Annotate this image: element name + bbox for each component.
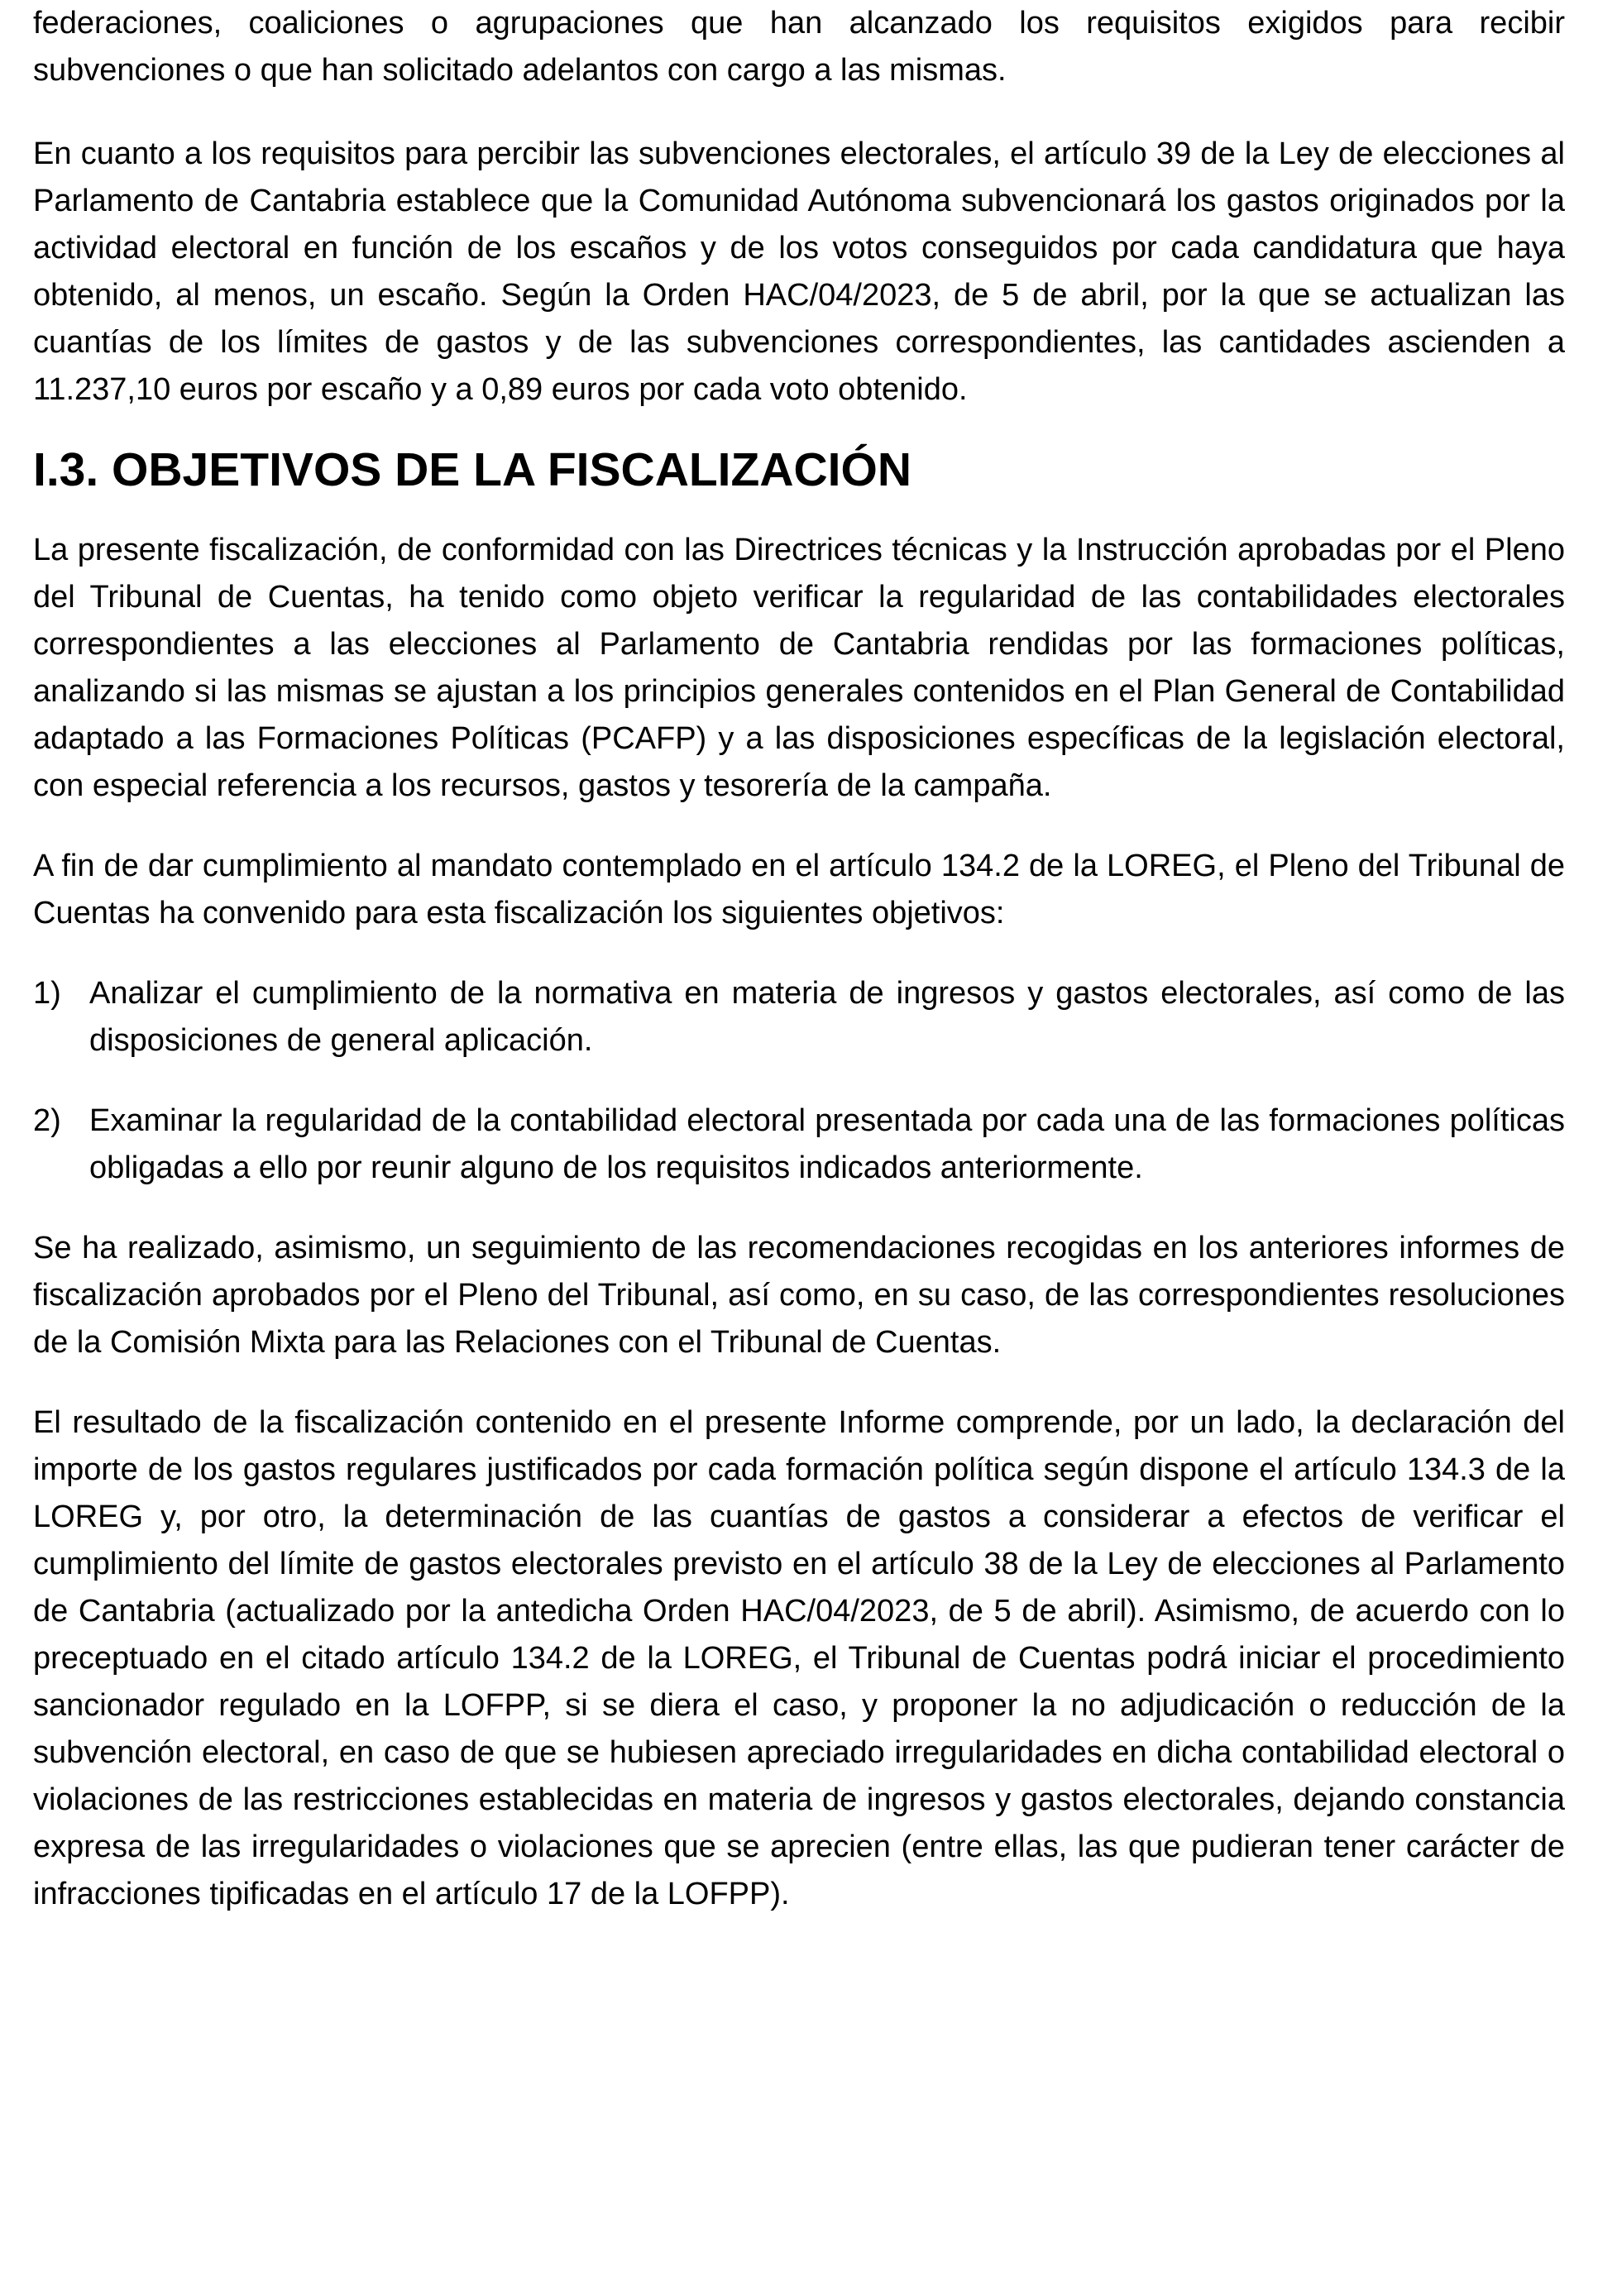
spacer <box>33 1064 1565 1098</box>
spacer <box>33 494 1565 527</box>
spacer <box>33 810 1565 843</box>
paragraph-mandate: A fin de dar cumplimiento al mandato contemplado en el artículo 134.2 de la LOREG, el Pleno del Tribunal de Cuentas ha convenido para esta fiscalización los siguientes objetivos: <box>33 849 1565 930</box>
paragraph-subsidy-requirements: En cuanto a los requisitos para percibir las subvenciones electorales, el artículo 39 de la Ley de elecciones al Parlamento de Cantabria establece que la Comunidad Autónoma subvencionará los gastos originados por la actividad electoral en función de los escaños y de los votos conseguidos por cada candidatura que haya obtenido, al menos, un escaño. Según la Orden HAC/04/2023, de 5 de abril, por la que se actualizan las cuantías de los límites de gastos y de las subvenciones correspondientes, las cantidades ascienden a 11.237,10 euros por escaño y a 0,89 euros por cada voto obtenido. <box>33 136 1565 407</box>
list-text: Analizar el cumplimiento de la normativa en materia de ingresos y gastos electorales, así como de las disposiciones de general aplicación. <box>89 976 1565 1058</box>
paragraph-intro-continuation: federaciones, coaliciones o agrupaciones que han alcanzado los requisitos exigidos para recibir subvenciones o que han solicitado adelantos con cargo a las mismas. <box>33 6 1565 88</box>
spacer <box>33 1366 1565 1399</box>
paragraph-audit-scope: La presente fiscalización, de conformidad con las Directrices técnicas y la Instrucción aprobadas por el Pleno del Tribunal de Cuentas, ha tenido como objeto verificar la regularidad de las contabilidades electorales correspondientes a las elecciones al Parlamento de Cantabria rendidas por las formaciones políticas, analizando si las mismas se ajustan a los principios generales contenidos en el Plan General de Contabilidad adaptado a las Formaciones Políticas (PCAFP) y a las disposiciones específicas de la legislación electoral, con especial referencia a los recursos, gastos y tesorería de la campaña. <box>33 533 1565 803</box>
section-heading: I.3. OBJETIVOS DE LA FISCALIZACIÓN <box>33 443 911 496</box>
spacer <box>33 937 1565 970</box>
paragraph-audit-result: El resultado de la fiscalización contenido en el presente Informe comprende, por un lado, la declaración del importe de los gastos regulares justificados por cada formación política según dispone el artículo 134.3 de la LOREG y, por otro, la determinación de las cuantías de gastos a considerar a efectos de verificar el cumplimiento del límite de gastos electorales previsto en el artículo 38 de la Ley de elecciones al Parlamento de Cantabria (actualizado por la antedicha Orden HAC/04/2023, de 5 de abril). Asimismo, de acuerdo con lo preceptuado en el citado artículo 134.2 de la LOREG, el Tribunal de Cuentas podrá iniciar el procedimiento sancionador regulado en la LOFPP, si se diera el caso, y proponer la no adjudicación o reducción de la subvención electoral, en caso de que se hubiesen apreciado irregularidades en dicha contabilidad electoral o violaciones de las restricciones establecidas en materia de ingresos y gastos electorales, dejando constancia expresa de las irregularidades o violaciones que se aprecien (entre ellas, las que pudieran tener carácter de infracciones tipificadas en el artículo 17 de la LOFPP). <box>33 1405 1565 1911</box>
list-number: 1) <box>33 976 61 1011</box>
spacer <box>33 94 1565 131</box>
paragraph-recommendations-followup: Se ha realizado, asimismo, un seguimiento de las recomendaciones recogidas en los anteriores informes de fiscalización aprobados por el Pleno del Tribunal, así como, en su caso, de las correspondientes resoluciones de la Comisión Mixta para las Relaciones con el Tribunal de Cuentas. <box>33 1231 1565 1360</box>
objective-list-item <box>33 970 1565 1064</box>
objective-list-item <box>33 1098 1565 1192</box>
list-number: 2) <box>33 1103 61 1138</box>
document-page <box>33 0 1565 1918</box>
spacer <box>33 1192 1565 1225</box>
spacer <box>33 414 1565 447</box>
list-text: Examinar la regularidad de la contabilidad electoral presentada por cada una de las formaciones políticas obligadas a ello por reunir alguno de los requisitos indicados anteriormente. <box>89 1103 1565 1185</box>
